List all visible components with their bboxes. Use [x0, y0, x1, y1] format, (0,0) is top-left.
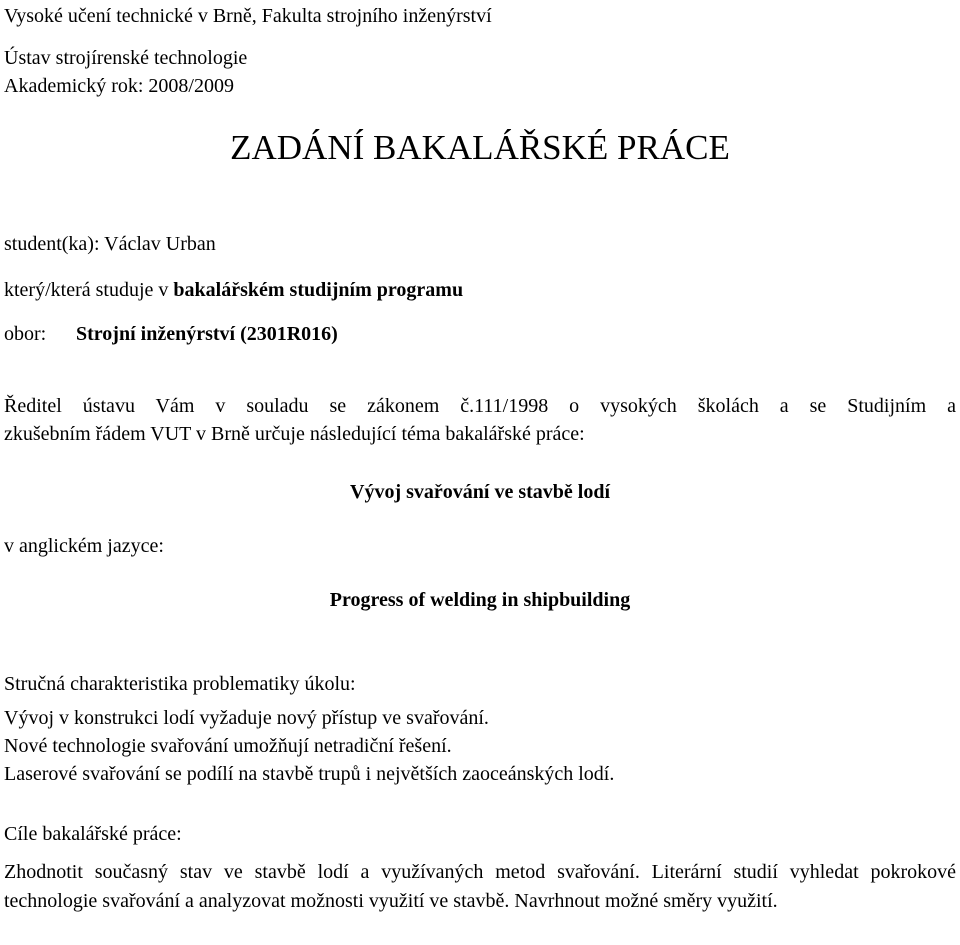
program-line: [4, 278, 463, 302]
directive-line-2: zkušebním řádem VUT v Brně určuje následující téma bakalářské práce:: [4, 423, 585, 445]
program-prefix: který/která studuje v: [4, 279, 169, 301]
english-label: v anglickém jazyce:: [4, 535, 164, 557]
characteristics-line-3: Laserové svařování se podílí na stavbě trupů i největších zaoceánských lodí.: [4, 763, 615, 785]
characteristics-line-1: Vývoj v konstrukci lodí vyžaduje nový přístup ve svařování.: [4, 707, 489, 729]
department-line: Ústav strojírenské technologie: [4, 47, 248, 69]
field-label: obor:: [4, 323, 47, 345]
student-name: Václav Urban: [104, 233, 216, 255]
program-name: bakalářském studijním programu: [173, 279, 464, 301]
topic-english: Progress of welding in shipbuilding: [329, 589, 631, 611]
academic-year-line: Akademický rok: 2008/2009: [4, 75, 234, 97]
student-line: [4, 232, 216, 256]
goals-heading: Cíle bakalářské práce:: [4, 823, 182, 845]
student-label: student(ka):: [4, 233, 100, 255]
topic-czech: Vývoj svařování ve stavbě lodí: [350, 481, 610, 503]
institution-line: Vysoké učení technické v Brně, Fakulta strojního inženýrství: [4, 5, 492, 27]
characteristics-line-2: Nové technologie svařování umožňují netradiční řešení.: [4, 735, 452, 757]
directive-line-1: Ředitel ústavu Vám v souladu se zákonem č.111/1998 o vysokých školách a se Studijním a: [4, 395, 956, 417]
characteristics-heading: Stručná charakteristika problematiky úkolu:: [4, 673, 356, 695]
field-line: [4, 322, 338, 346]
page-title: ZADÁNÍ BAKALÁŘSKÉ PRÁCE: [230, 128, 730, 167]
goals-text: Zhodnotit současný stav ve stavbě lodí a využívaných metod svařování. Literární studií vyhledat pokrokové technologie svařování a analyzovat možnosti využití ve stavbě. Navrhnout možné směry využití.: [4, 861, 956, 912]
field-value: Strojní inženýrství (2301R016): [76, 323, 338, 345]
